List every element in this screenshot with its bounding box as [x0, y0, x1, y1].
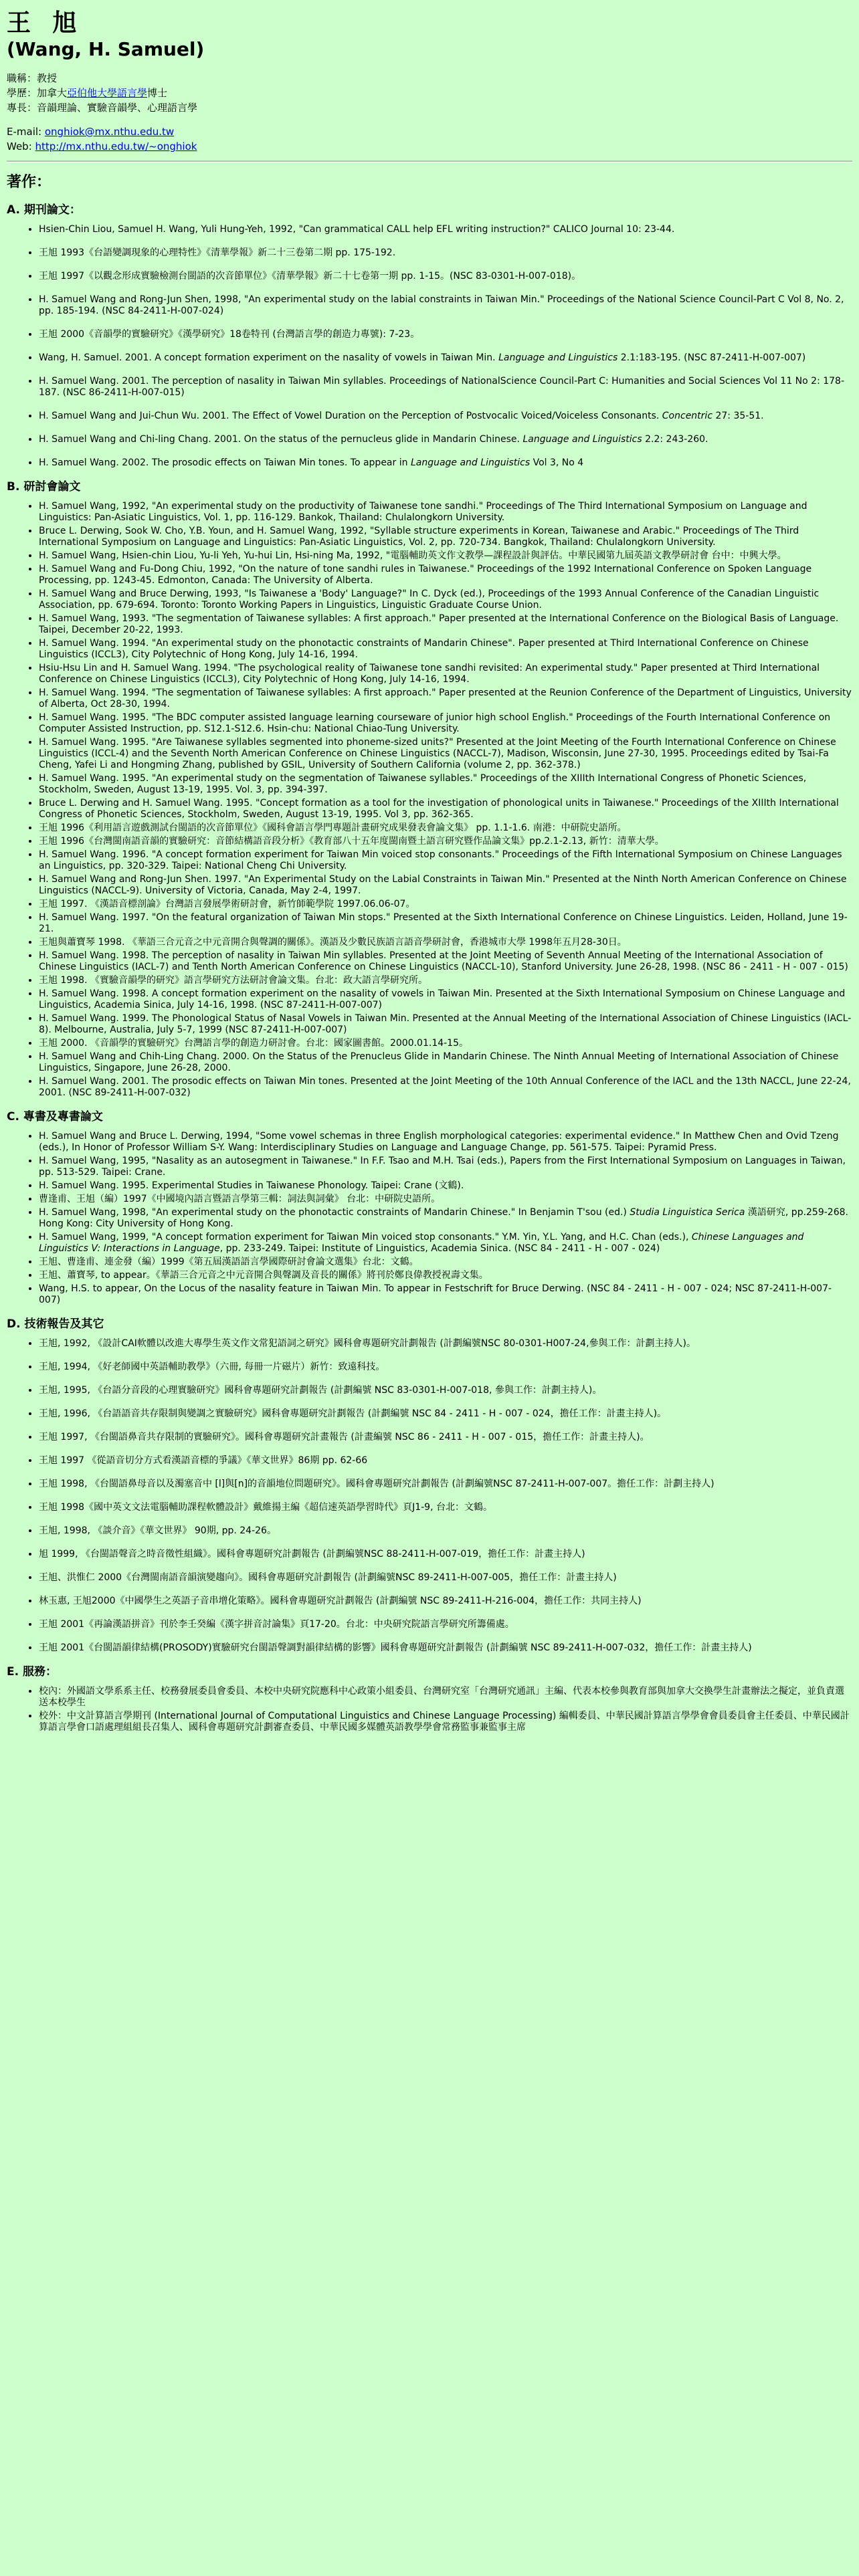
- citation-text: H. Samuel Wang and Jui-Chun Wu. 2001. The Effect of Vowel Duration on the Perception of Postvocalic Voiced/Voiceless Consonants.: [39, 411, 662, 421]
- list-item: • 王旭 1996《台灣閩南語音韻的實驗研究：音節結構語音段分析》《教育部八十五年度閩南暨土語言研究暨作品論文集》pp.2.1-2.13, 新竹：清華大學。: [39, 836, 852, 847]
- list-item: • H. Samuel Wang, Hsien-chin Liou, Yu-li Yeh, Yu-hui Lin, Hsi-ning Ma, 1992, "電腦輔助英文作文教學—課程設計與評估。中華民國第九屆英語文教學研討會 台中：中興大學。: [39, 550, 852, 562]
- citation-text: Vol 3, No 4: [530, 457, 584, 468]
- list-item: • 曹逢甫、王旭（編）1997《中國境內語言暨語言學第三輯：詞法與詞彙》 台北：中研院史語所。: [39, 1194, 852, 1205]
- citation-text: Wang, H. Samuel. 2001. A concept formation experiment on the nasality of vowels in Taiwan Min.: [39, 352, 499, 363]
- list-item: • 王旭、蕭寶琴, to appear。《華語三合元音之中元音開合與聲調及音長的關係》將刊於鄭良偉教授祝壽文集。: [39, 1270, 852, 1281]
- list-item: • H. Samuel Wang. 1995. "An experimental study on the segmentation of Taiwanese syllables." Proceedings of the XIIIth International Congress of Phonetic Sciences, Stockholm, Sweden, August 13-19, 1995. Vol. 3, pp. 394-397.: [39, 773, 852, 796]
- chinese-name: 王 旭: [7, 9, 84, 37]
- section-heading-reports: D. 技術報告及其它: [7, 1317, 104, 1331]
- list-item: • H. Samuel Wang. 1996. "A concept formation experiment for Taiwan Min voiced stop consonants." Proceedings of the Fifth International Symposium on Chinese Languages an Linguistics, pp. 320-329. Taipei: National Cheng Chi University.: [39, 849, 852, 872]
- job-title: 職稱：教授: [7, 72, 58, 84]
- english-name: (Wang, H. Samuel): [7, 38, 205, 60]
- list-item: • H. Samuel Wang, 1992, "An experimental study on the productivity of Taiwanese tone sandhi." Proceedings of The Third International Symposium on Language and Linguistics: Pan-Asiatic Linguistics, Vol. 1, pp. 116-129. Bankok, Thailand: Chulalongkorn University.: [39, 501, 852, 524]
- email-link[interactable]: onghiok@mx.nthu.edu.tw: [44, 126, 175, 138]
- education-link[interactable]: 亞伯他大學語言學: [67, 87, 148, 99]
- list-item: [39, 411, 852, 422]
- reports-list: [7, 1338, 852, 1654]
- list-item: • 林玉惠, 王旭2000《中國學生之英語子音串增化策略》。國科會專題研究計劃報告 (計劃編號 NSC 89-2411-H-216-004，擔任工作：共同主持人): [39, 1596, 852, 1607]
- email-label: E-mail:: [7, 126, 45, 138]
- journal-title: Language and Linguistics: [498, 352, 618, 363]
- list-item: • 王旭 2000《音韻學的實驗研究》《漢學研究》18卷特刊 (台灣語言學的創造力專號): 7-23。: [39, 329, 852, 340]
- journal-title: Language and Linguistics: [410, 457, 531, 468]
- list-item: • H. Samuel Wang. 1998. A concept formation experiment on the nasality of vowels in Taiwan Min. Presented at the Sixth International Symposium on Chinese Language and Linguistics, Academia Sinica, July 14-16, 1998. (NSC 87-2411-H-007-007): [39, 988, 852, 1011]
- citation-text: H. Samuel Wang, 1999, "A concept formation experiment for Taiwan Min voiced stop consonants." Y.M. Yin, Y.L. Yang, and H.C. Chan (eds.),: [39, 1232, 692, 1243]
- list-item: • H. Samuel Wang. 1995. Experimental Studies in Taiwanese Phonology. Taipei: Crane (文鶴).: [39, 1180, 852, 1192]
- books-list: [7, 1131, 852, 1306]
- list-item: • 王旭、曹逢甫、連金發（編）1999《第五屆漢語語言學國際研討會論文選集》台北：文鶴。: [39, 1257, 852, 1268]
- list-item: [39, 352, 852, 364]
- list-item: • 王旭 1996《利用語言遊戲測試台閩語的次音節單位》《國科會語言學門專題計畫研究成果發表會論文集》 pp. 1.1-1.6. 南港：中研院史語所。: [39, 823, 852, 834]
- list-item: • 王旭, 1992, 《設計CAI軟體以改進大專學生英文作文常犯語詞之研究》國科會專題研究計劃報告 (計劃編號NSC 80-0301-H007-24,參與工作：計劃主持人)。: [39, 1338, 852, 1350]
- citation-text: H. Samuel Wang and Chi-ling Chang. 2001. On the status of the pernucleus glide in Mandarin Chinese.: [39, 434, 523, 445]
- list-item: • H. Samuel Wang, 1995, "Nasality as an autosegment in Taiwanese." In F.F. Tsao and M.H. Tsai (eds.), Papers from the First International Symposium on Languages in Taiwan, pp. 513-529. Taipei: Crane.: [39, 1156, 852, 1178]
- web-line: [7, 139, 852, 154]
- list-item: • 王旭 1997. 《漢語音標剖論》台灣語言發展學術研討會，新竹師範學院 1997.06.06-07。: [39, 899, 852, 910]
- journal-title: Language and Linguistics: [522, 434, 642, 445]
- section-heading-services: E. 服務：: [7, 1665, 57, 1679]
- list-item: • H. Samuel Wang and Rong-Jun Shen. 1997. "An Experimental Study on the Labial Constraints in Taiwan Min." Presented at the Ninth North American Conference on Chinese Linguistics (NACCL-9). University of Victoria, Canada, May 2-4, 1997.: [39, 874, 852, 897]
- list-item: • 王旭, 1994, 《好老師國中英語輔助教學》（六冊, 每冊一片磁片）新竹：致遠科技。: [39, 1362, 852, 1373]
- list-item: [39, 457, 852, 469]
- list-item: • 王旭, 1996, 《台語語音共存限制與變調之實驗研究》國科會專題研究計劃報告 (計劃編號 NSC 84 - 2411 - H - 007 - 024，擔任工作：計畫主持人)。: [39, 1408, 852, 1420]
- list-item: • H. Samuel Wang and Bruce L. Derwing, 1994, "Some vowel schemas in three English morphological categories: experimental evidence." In Matthew Chen and Ovid Tzeng (eds.), In Honor of Professor William S-Y. Wang: Interdisciplinary Studies on Language and Language Change, pp. 561-575. Taipei: Pyramid Press.: [39, 1131, 852, 1154]
- list-item: • H. Samuel Wang. 1998. The perception of nasality in Taiwan Min syllables. Presented at the Joint Meeting of Seventh Annual Meeting of the International Association of Chinese Linguistics (IACL-7) and Tenth North American Conference on Chinese Linguistics (NACCL-10), Stanford University. June 26-28, 1998. (NSC 86 - 2411 - H - 007 - 015): [39, 950, 852, 973]
- list-item: • 校內：外國語文學系系主任、校務發展委員會委員、本校中央研究院應科中心政策小組委員、台灣研究室「台灣研究通訊」主編、代表本校參與教育部與加拿大交換學生計畫辦法之擬定，並負責選送本校學生: [39, 1686, 852, 1709]
- conference-list: [7, 501, 852, 1099]
- education: [7, 86, 852, 100]
- list-item: • H. Samuel Wang. 1994. "An experimental study on the phonotactic constraints of Mandarin Chinese". Paper presented at Third International Conference on Chinese Linguistics (ICCL3), City Polytechnic of Hong Kong, July 14-16, 1994.: [39, 638, 852, 661]
- list-item: • H. Samuel Wang and Fu-Dong Chiu, 1992, "On the nature of tone sandhi rules in Taiwanese." Proceedings of the 1992 International Conference on Spoken Language Processing, pp. 1243-45. Edmonton, Canada: The University of Alberta.: [39, 564, 852, 586]
- list-item: • Bruce L. Derwing and H. Samuel Wang. 1995. "Concept formation as a tool for the investigation of phonological units in Taiwanese." Proceedings of the XIIIth International Congress of Phonetic Sciences, Stockholm, Sweden, August 13-19, 1995. Vol 3, pp. 362-365.: [39, 798, 852, 821]
- list-item: • 王旭 1993《台語變調現象的心理特性》《清華學報》新二十三卷第二期 pp. 175-192.: [39, 247, 852, 259]
- list-item: • Hsiu-Hsu Lin and H. Samuel Wang. 1994. "The psychological reality of Taiwanese tone sandhi revisited: An experimental study." Paper presented at Third International Conference on Chinese Linguistics (ICCL3), City Polytechnic of Hong Kong, July 14-16, 1994.: [39, 663, 852, 685]
- citation-text: , pp. 233-249. Taipei: Institute of Linguistics, Academia Sinica. (NSC 84 - 2411 - H - 007 - 024): [219, 1243, 660, 1254]
- list-item: • 王旭, 1998, 《談介音》《華文世界》 90期, pp. 24-26。: [39, 1525, 852, 1537]
- list-item: • 校外：中文計算語言學期刊 (International Journal of Computational Linguistics and Chinese Language Processing) 編輯委員、中華民國計算語言學學會會員委員會主任委員、中華民國計算語言學會口語處理組組長召集人、國科會專題研究計劃審查委員、中華民國多媒體英語教學學會常務監事兼監事主席: [39, 1711, 852, 1733]
- list-item: [39, 434, 852, 445]
- education-suffix: 博士: [147, 87, 168, 99]
- journal-list: [7, 224, 852, 469]
- list-item: [39, 1232, 852, 1255]
- citation-text: H. Samuel Wang, 1998, "An experimental study on the phonotactic constraints of Mandarin Chinese." In Benjamin T'sou (ed.): [39, 1207, 630, 1218]
- list-item: • Wang, H.S. to appear, On the Locus of the nasality feature in Taiwan Min. To appear in Festschrift for Bruce Derwing. (NSC 84 - 2411 - H - 007 - 024; NSC 87-2411-H-007-007): [39, 1283, 852, 1306]
- list-item: [39, 1207, 852, 1230]
- list-item: • 王旭與蕭寶琴 1998. 《華語三合元音之中元音開合與聲調的關係》。漢語及少數民族語言語音學研討會，香港城市大學 1998年五月28-30日。: [39, 937, 852, 948]
- journal-title: Chinese Languages and Linguistics V: Interactions in Language: [39, 1232, 804, 1254]
- list-item: • H. Samuel Wang, 1993. "The segmentation of Taiwanese syllables: A first approach." Paper presented at the International Conference on the Biological Basis of Language. Taipei, December 20-22, 1993.: [39, 613, 852, 636]
- citation-text: H. Samuel Wang. 2002. The prosodic effects on Taiwan Min tones. To appear in: [39, 457, 411, 468]
- expertise: 專長：音韻理論、實驗音韻學、心理語言學: [7, 102, 198, 114]
- list-item: • 王旭 2000. 《音韻學的實驗研究》台灣語言學的創造力研討會。台北：國家圖書館。2000.01.14-15。: [39, 1038, 852, 1049]
- list-item: • 王旭, 1995, 《台語分音段的心理實驗研究》國科會專題研究計劃報告 (計劃編號 NSC 83-0301-H-007-018, 參與工作：計劃主持人)。: [39, 1385, 852, 1396]
- journal-title: Concentric: [662, 411, 713, 421]
- list-item: • 王旭 1997《以觀念形成實驗檢測台閩語的次音節單位》《清華學報》新二十七卷第一期 pp. 1-15。(NSC 83-0301-H-007-018)。: [39, 271, 852, 282]
- list-item: • 王旭 1997, 《台閩語鼻音共存限制的實驗研究》。國科會專題研究計畫報告 (計畫編號 NSC 86 - 2411 - H - 007 - 015，擔任工作：計畫主持人)。: [39, 1432, 852, 1443]
- list-item: • H. Samuel Wang. 1994. "The segmentation of Taiwanese syllables: A first approach." Paper presented at the Reunion Conference of the Department of Linguistics, University of Alberta, Oct 28-30, 1994.: [39, 687, 852, 710]
- list-item: • 王旭 2001《再論漢語拼音》刊於李壬癸編《漢字拼音討論集》頁17-20。台北：中央研究院語言學研究所籌備處。: [39, 1619, 852, 1630]
- list-item: • Bruce L. Derwing, Sook W. Cho, Y.B. Youn, and H. Samuel Wang, 1992, "Syllable structure experiments in Korean, Taiwanese and Arabic." Proceedings of The Third International Symposium on Language and Linguistics: Pan-Asiatic Linguistics, Vol. 2, pp. 720-734. Bangkok, Thailand: Chulalongkorn University.: [39, 526, 852, 548]
- list-item: • 王旭 1998. 《實驗音韻學的研究》語言學研究方法研討會論文集。台北：政大語言學研究所。: [39, 975, 852, 986]
- web-label: Web:: [7, 140, 35, 152]
- list-item: • H. Samuel Wang. 2001. The perception of nasality in Taiwan Min syllables. Proceedings of NationalScience Council-Part C: Humanities and Social Sciences Vol 11 No 2: 178-187. (NSC 86-2411-H-007-015): [39, 376, 852, 399]
- list-item: • H. Samuel Wang. 1999. The Phonological Status of Nasal Vowels in Taiwan Min. Presented at the Annual Meeting of the International Association of Chinese Linguistics (IACL-8). Melbourne, Australia, July 5-7, 1999 (NSC 87-2411-H-007-007): [39, 1013, 852, 1036]
- list-item: • 王旭 1998, 《台閩語鼻母音以及濁塞音中 [l]與[n]的音韻地位問題研究》。國科會專題研究計劃報告 (計劃編號NSC 87-2411-H-007-007。擔任工作：計劃主持人): [39, 1479, 852, 1490]
- list-item: • H. Samuel Wang. 2001. The prosodic effects on Taiwan Min tones. Presented at the Joint Meeting of the 10th Annual Conference of the IACL and the 13th NACCL, June 22-24, 2001. (NSC 89-2411-H-007-032): [39, 1076, 852, 1099]
- list-item: • 王旭 1998《國中英文文法電腦輔助課程軟體設計》戴維揚主編《超信速英語學習時代》頁J1-9, 台北：文鶴。: [39, 1502, 852, 1513]
- divider: [7, 160, 852, 163]
- web-link[interactable]: http://mx.nthu.edu.tw/~onghiok: [35, 140, 197, 152]
- profile-info: [7, 71, 852, 154]
- list-item: • 王旭 2001《台閩語韻律結構(PROSODY)實驗研究台閩語聲調對韻律結構的影響》國科會專題研究計劃報告 (計劃編號 NSC 89-2411-H-007-032，擔任工作：計畫主持人): [39, 1642, 852, 1654]
- citation-text: 2.2: 243-260.: [642, 434, 708, 445]
- services-list: [7, 1686, 852, 1733]
- publications-heading: 著作：: [7, 174, 52, 191]
- list-item: • H. Samuel Wang. 1997. "On the featural organization of Taiwan Min stops." Presented at the Sixth International Conference on Chinese Linguistics. Leiden, Holland, June 19-21.: [39, 912, 852, 935]
- list-item: • H. Samuel Wang and Chih-Ling Chang. 2000. On the Status of the Prenucleus Glide in Mandarin Chinese. The Ninth Annual Meeting of International Association of Chinese Linguistics, Singapore, June 26-28, 2000.: [39, 1051, 852, 1074]
- citation-text: 2.1:183-195. (NSC 87-2411-H-007-007): [617, 352, 806, 363]
- list-item: • H. Samuel Wang. 1995. "The BDC computer assisted language learning courseware of junior high school English." Proceedings of the Fourth International Conference on Computer Assisted Instruction, pp. S12.1-S12.6. Hsin-chu: National Chiao-Tung University.: [39, 712, 852, 735]
- journal-title: Studia Linguistica Serica: [630, 1207, 745, 1218]
- education-prefix: 學歷：加拿大: [7, 87, 68, 99]
- list-item: • H. Samuel Wang and Rong-Jun Shen, 1998, "An experimental study on the labial constraints in Taiwan Min." Proceedings of the National Science Council-Part C Vol 8, No. 2, pp. 185-194. (NSC 84-2411-H-007-024): [39, 294, 852, 317]
- list-item: • H. Samuel Wang. 1995. "Are Taiwanese syllables segmented into phoneme-sized units?" Presented at the Joint Meeting of the Fourth International Conference on Chinese Linguistics (ICCL-4) and the Seventh North American Conference on Chinese Linguistics (NACCL-7), Madison, Wisconsin, June 27-30, 1995. Proceedings edited by Tsai-Fa Cheng, Yafei Li and Hongming Zhang, published by GSIL, University of Southern California (volume 2, pp. 362-378.): [39, 737, 852, 771]
- citation-text: 漢語研究, pp.259-268. Hong Kong: City University of Hong Kong.: [39, 1207, 848, 1229]
- section-heading-books: C. 專書及專書論文: [7, 1110, 103, 1123]
- section-heading-conference: B. 研討會論文: [7, 480, 81, 494]
- list-item: • 王旭 1997 《從語音切分方式看漢語音標的爭議》《華文世界》86期 pp. 62-66: [39, 1455, 852, 1467]
- section-heading-journal: A. 期刊論文：: [7, 203, 81, 217]
- list-item: • 旭 1999, 《台閩語聲音之時音徵性組織》。國科會專題研究計劃報告 (計劃編號NSC 88-2411-H-007-019，擔任工作：計畫主持人): [39, 1549, 852, 1560]
- list-item: • 王旭、洪惟仁 2000《台灣閩南語音韻演變趨向》。國科會專題研究計劃報告 (計劃編號NSC 89-2411-H-007-005，擔任工作：計畫主持人): [39, 1572, 852, 1584]
- citation-text: 27: 35-51.: [712, 411, 764, 421]
- list-item: • Hsien-Chin Liou, Samuel H. Wang, Yuli Hung-Yeh, 1992, "Can grammatical CALL help EFL writing instruction?" CALICO Journal 10: 23-44.: [39, 224, 852, 235]
- list-item: • H. Samuel Wang and Bruce Derwing, 1993, "Is Taiwanese a 'Body' Language?" In C. Dyck (ed.), Proceedings of the 1993 Annual Conference of the Canadian Linguistic Association, pp. 679-694. Toronto: Toronto Working Papers in Linguistics, Linguistic Graduate Course Union.: [39, 588, 852, 611]
- email-line: [7, 124, 852, 139]
